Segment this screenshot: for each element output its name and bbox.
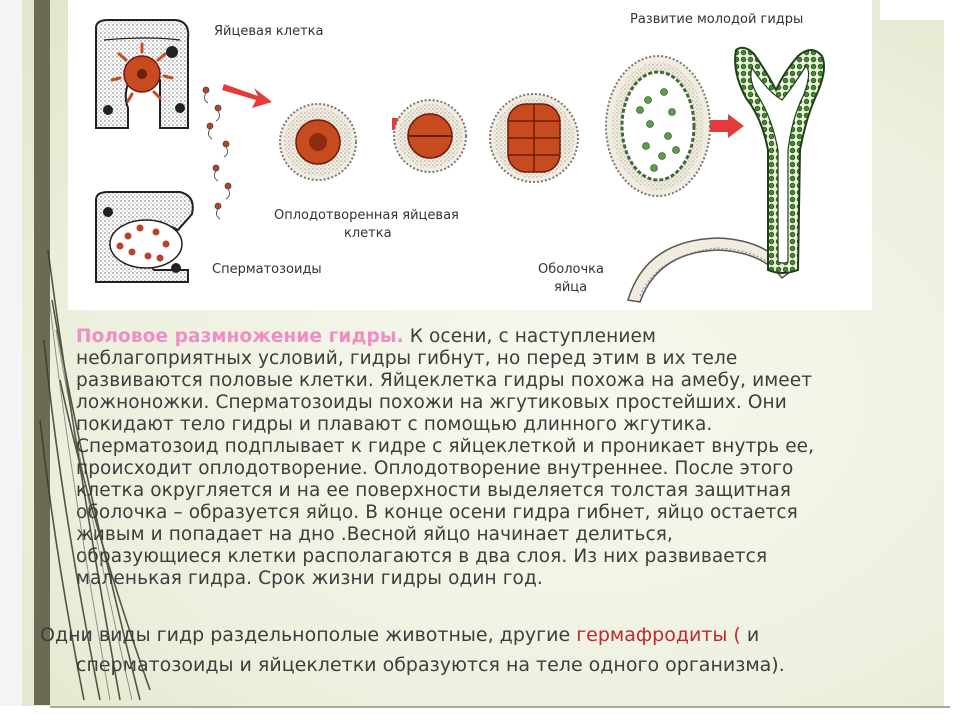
hydra-body-egg bbox=[96, 20, 188, 128]
left-margin bbox=[0, 0, 22, 720]
fertilized-egg bbox=[280, 104, 356, 180]
blastula-stage bbox=[606, 56, 710, 196]
two-cell-stage bbox=[394, 100, 466, 172]
bottom-text bbox=[40, 620, 940, 680]
right-margin bbox=[944, 0, 960, 720]
label-young-hydra: Развитие молодой гидры bbox=[630, 12, 804, 27]
hydra-reproduction-diagram bbox=[68, 0, 872, 310]
hydra-body-sperm bbox=[96, 192, 193, 282]
text-line-10: живым и попадает на дно .Весной яйцо начинает делиться, bbox=[76, 524, 673, 545]
label-shell: Оболочка bbox=[538, 262, 604, 277]
label-sperm: Сперматозоиды bbox=[212, 262, 322, 277]
text-line-9: оболочка – образуется яйцо. В конце осени гидра гибнет, яйцо остается bbox=[76, 502, 798, 523]
text-line-12: маленькая гидра. Срок жизни гидры один год. bbox=[76, 568, 543, 589]
text-line-7: происходит оплодотворение. Оплодотворение внутреннее. После этого bbox=[76, 458, 794, 479]
section-heading: Половое размножение гидры. bbox=[76, 326, 404, 347]
label-shell-2: яйца bbox=[554, 280, 588, 295]
label-fertilized-egg: Оплодотворенная яйцевая bbox=[274, 208, 459, 223]
multi-cell-stage bbox=[490, 94, 578, 182]
bottom-line-1-end: и bbox=[740, 624, 760, 646]
label-fertilized-egg-2: клетка bbox=[344, 226, 392, 241]
egg-shell bbox=[628, 238, 790, 302]
text-line-3: развиваются половые клетки. Яйцеклетка гидры похожа на амебу, имеет bbox=[76, 370, 813, 391]
text-line-11: образующиеся клетки располагаются в два слоя. Из них развивается bbox=[76, 546, 768, 567]
decorative-band bbox=[34, 0, 50, 705]
free-sperm-cells bbox=[203, 87, 231, 219]
main-text bbox=[76, 326, 936, 590]
bottom-frame-line bbox=[50, 706, 950, 708]
text-line-6: Сперматозоид подплывает к гидре с яйцеклеткой и проникает внутрь ее, bbox=[76, 436, 815, 457]
label-egg-cell: Яйцевая клетка bbox=[214, 24, 324, 39]
young-hydra bbox=[735, 48, 824, 273]
diagram-drawing bbox=[68, 0, 872, 310]
bottom-line-1 bbox=[40, 620, 940, 650]
hermaphrodite-term: гермафродиты ( bbox=[576, 624, 741, 646]
text-line-2: неблагоприятных условий, гидры гибнут, но перед этим в их теле bbox=[76, 348, 738, 369]
bottom-line-2: сперматозоиды и яйцеклетки образуются на теле одного организма). bbox=[76, 654, 785, 676]
text-line-8: клетка округляется и на ее поверхности выделяется толстая защитная bbox=[76, 480, 792, 501]
text-line-4: ложноножки. Сперматозоиды похожи на жгутиковых простейших. Они bbox=[76, 392, 787, 413]
text-line-1 bbox=[76, 326, 936, 348]
bottom-line-1-start: Одни виды гидр раздельнополые животные, другие bbox=[40, 624, 577, 646]
bottom-margin bbox=[0, 706, 960, 720]
text-line-1-rest: К осени, с наступлением bbox=[403, 326, 656, 347]
text-line-5: покидают тело гидры и плавают с помощью длинного жгутика. bbox=[76, 414, 713, 435]
